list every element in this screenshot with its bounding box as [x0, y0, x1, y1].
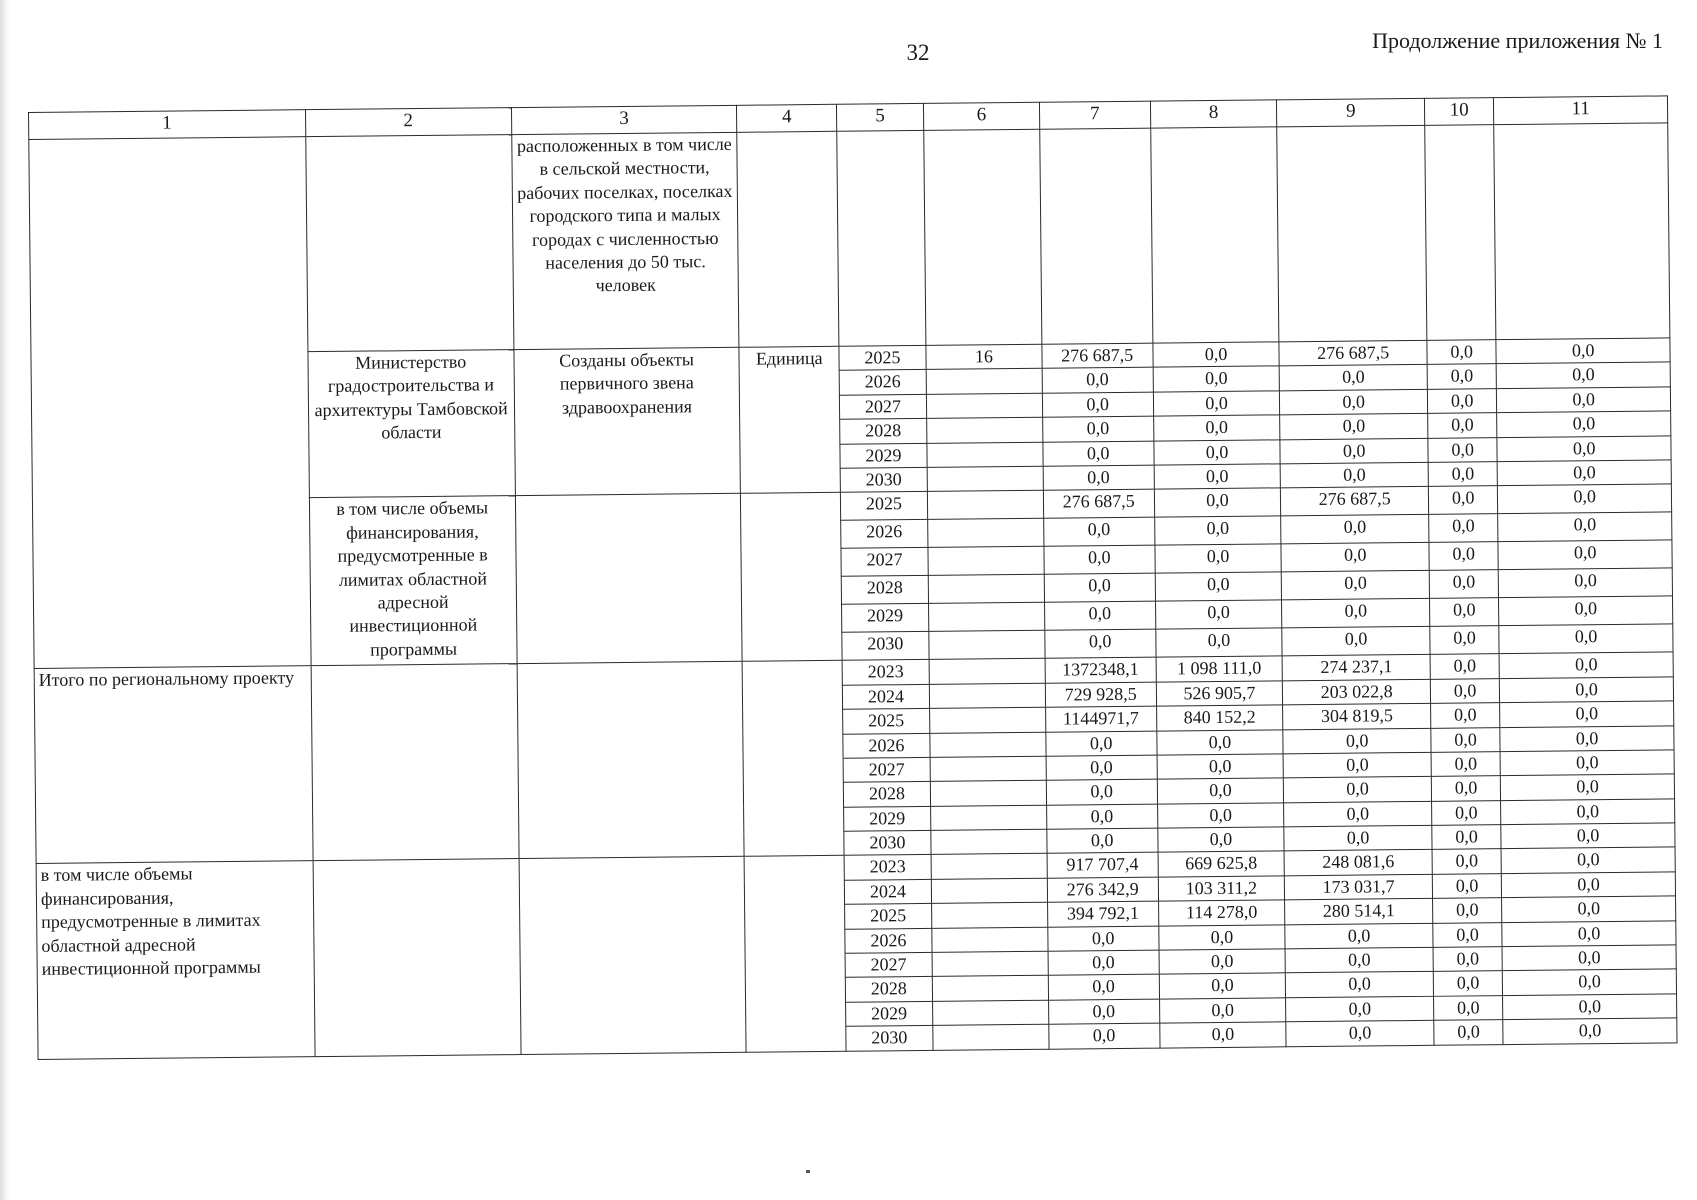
amount-cell: 0,0	[1281, 462, 1429, 488]
amount-cell: 0,0	[1497, 362, 1671, 388]
year-cell: 2030	[844, 830, 931, 855]
column-header: 9	[1277, 98, 1425, 126]
amount-cell: 0,0	[1286, 972, 1434, 998]
year-cell: 2028	[841, 576, 928, 605]
amount-cell: 0,0	[1046, 731, 1157, 757]
amount-cell: 0,0	[1159, 998, 1286, 1024]
amount-cell: 917 707,4	[1047, 853, 1158, 879]
amount-cell: 0,0	[1428, 413, 1498, 438]
amount-cell: 0,0	[1433, 922, 1503, 947]
investment-program-label: в том числе объемы финансирования, предусмотренные в лимитах областной адресной инвестиционной программы	[36, 861, 315, 1059]
amount-cell: 0,0	[1042, 392, 1153, 418]
empty-cell	[930, 732, 1046, 758]
result-description-continued: расположенных в том числе в сельской местности, рабочих поселках, поселках городского типа и малых городах с численностью населения до 50 тыс. человек	[511, 132, 739, 349]
column-header: 10	[1424, 98, 1494, 126]
year-cell: 2025	[845, 904, 932, 929]
empty-cell	[932, 951, 1048, 977]
amount-cell: 0,0	[1044, 601, 1155, 630]
year-cell: 2026	[841, 520, 928, 549]
amount-cell: 0,0	[1159, 949, 1286, 975]
amount-cell: 0,0	[1046, 755, 1157, 781]
empty-cell	[930, 756, 1046, 782]
amount-cell: 0,0	[1042, 368, 1153, 394]
empty-cell	[926, 393, 1042, 419]
amount-cell: 0,0	[1501, 823, 1675, 849]
amount-cell: 0,0	[1283, 728, 1431, 754]
amount-cell: 0,0	[1157, 754, 1284, 780]
empty-cell	[932, 976, 1048, 1002]
amount-cell: 0,0	[1432, 800, 1502, 825]
amount-cell: 0,0	[1154, 488, 1281, 517]
empty-cell	[933, 1024, 1049, 1050]
year-cell: 2024	[842, 684, 929, 709]
amount-cell: 0,0	[1155, 572, 1282, 601]
amount-cell: 0,0	[1500, 750, 1674, 776]
amount-cell: 0,0	[1282, 599, 1430, 628]
empty-cell	[744, 856, 846, 1052]
empty-cell	[931, 854, 1047, 880]
amount-cell: 0,0	[1044, 573, 1155, 602]
page-number: 32	[906, 40, 930, 65]
empty-cell	[519, 857, 747, 1054]
year-cell: 2025	[839, 345, 926, 370]
amount-cell: 0,0	[1499, 568, 1673, 598]
indicator-value: 16	[926, 344, 1042, 370]
year-cell: 2030	[840, 467, 927, 492]
amount-cell: 0,0	[1500, 677, 1674, 703]
amount-cell: 0,0	[1503, 969, 1677, 995]
amount-cell: 0,0	[1497, 387, 1671, 413]
amount-cell: 0,0	[1154, 544, 1281, 573]
amount-cell: 0,0	[1157, 803, 1284, 829]
empty-cell	[926, 369, 1042, 395]
amount-cell: 0,0	[1043, 441, 1154, 467]
amount-cell: 0,0	[1497, 435, 1671, 461]
financing-table	[28, 95, 1678, 1059]
amount-cell: 0,0	[1280, 389, 1428, 415]
amount-cell: 0,0	[1503, 994, 1677, 1020]
amount-cell: 203 022,8	[1283, 679, 1431, 705]
year-cell: 2024	[844, 879, 931, 904]
amount-cell: 0,0	[1433, 995, 1503, 1020]
year-cell: 2029	[846, 1001, 933, 1026]
empty-cell	[932, 1000, 1048, 1026]
amount-cell: 0,0	[1047, 828, 1158, 854]
amount-cell: 0,0	[1158, 924, 1285, 950]
amount-cell: 0,0	[1501, 847, 1675, 873]
amount-cell: 0,0	[1498, 512, 1672, 542]
amount-cell: 0,0	[1498, 540, 1672, 570]
empty-cell	[737, 131, 839, 347]
amount-cell: 0,0	[1280, 438, 1428, 464]
empty-cell	[930, 805, 1046, 831]
amount-cell: 0,0	[1497, 460, 1671, 486]
empty-cell	[931, 829, 1047, 855]
amount-cell: 0,0	[1282, 571, 1430, 600]
continuation-row	[29, 123, 1670, 355]
amount-cell: 0,0	[1500, 725, 1674, 751]
amount-cell: 0,0	[1048, 926, 1159, 952]
empty-cell	[837, 130, 926, 346]
column-header: 3	[511, 105, 737, 134]
amount-cell: 0,0	[1502, 896, 1676, 922]
amount-cell: 0,0	[1431, 752, 1501, 777]
column-header: 8	[1150, 100, 1277, 128]
amount-cell: 0,0	[1048, 950, 1159, 976]
amount-cell: 0,0	[1431, 727, 1501, 752]
amount-cell: 274 237,1	[1283, 655, 1431, 681]
financing-subset-label: в том числе объемы финансирования, предусмотренные в лимитах областной адресной инвестиционной программы	[309, 496, 517, 666]
amount-cell: 0,0	[1281, 515, 1429, 544]
column-header: 5	[837, 103, 924, 131]
empty-cell	[1425, 125, 1497, 341]
amount-cell: 0,0	[1048, 975, 1159, 1001]
amount-cell: 103 311,2	[1158, 876, 1285, 902]
amount-cell: 0,0	[1154, 516, 1281, 545]
empty-cell	[929, 659, 1045, 685]
amount-cell: 0,0	[1497, 411, 1671, 437]
amount-cell: 0,0	[1432, 873, 1502, 898]
unit-of-measure: Единица	[739, 346, 840, 493]
amount-cell: 0,0	[1284, 752, 1432, 778]
amount-cell: 0,0	[1428, 437, 1498, 462]
amount-cell: 0,0	[1286, 996, 1434, 1022]
amount-cell: 0,0	[1153, 415, 1280, 441]
year-cell: 2026	[843, 733, 930, 758]
amount-cell: 0,0	[1433, 971, 1503, 996]
empty-cell	[924, 129, 1042, 345]
table-body	[29, 96, 1677, 1059]
column-header: 1	[29, 110, 306, 140]
document-sheet	[28, 95, 1678, 1059]
amount-cell: 0,0	[1499, 652, 1673, 678]
year-cell: 2026	[839, 370, 926, 395]
amount-cell: 0,0	[1502, 872, 1676, 898]
year-cell: 2023	[844, 855, 931, 880]
amount-cell: 0,0	[1153, 439, 1280, 465]
amount-cell: 276 687,5	[1279, 340, 1427, 366]
amount-cell: 0,0	[1286, 1021, 1434, 1047]
amount-cell: 0,0	[1044, 545, 1155, 574]
amount-cell: 0,0	[1280, 365, 1428, 391]
amount-cell: 0,0	[1501, 799, 1675, 825]
empty-cell	[305, 135, 513, 352]
amount-cell: 0,0	[1430, 626, 1500, 655]
amount-cell: 0,0	[1501, 774, 1675, 800]
amount-cell: 0,0	[1502, 921, 1676, 947]
appendix-continuation-note: Продолжение приложения № 1	[1372, 28, 1663, 53]
amount-cell: 0,0	[1154, 464, 1281, 490]
amount-cell: 0,0	[1155, 628, 1282, 657]
empty-cell	[929, 631, 1045, 660]
amount-cell: 0,0	[1157, 827, 1284, 853]
empty-cell	[928, 547, 1044, 576]
amount-cell: 0,0	[1499, 624, 1673, 654]
empty-cell	[931, 878, 1047, 904]
amount-cell: 114 278,0	[1158, 900, 1285, 926]
amount-cell: 0,0	[1155, 600, 1282, 629]
year-cell: 2028	[840, 419, 927, 444]
empty-cell	[929, 683, 1045, 709]
amount-cell: 0,0	[1427, 388, 1497, 413]
year-cell: 2029	[844, 806, 931, 831]
scan-edge-shadow	[0, 0, 10, 1200]
amount-cell: 173 031,7	[1285, 874, 1433, 900]
year-cell: 2027	[843, 757, 930, 782]
amount-cell: 0,0	[1159, 1022, 1286, 1048]
column-header: 6	[923, 102, 1039, 130]
amount-cell: 0,0	[1500, 701, 1674, 727]
amount-cell: 0,0	[1282, 627, 1430, 656]
amount-cell: 0,0	[1429, 514, 1499, 543]
year-cell: 2029	[842, 604, 929, 633]
amount-cell: 1 098 111,0	[1156, 656, 1283, 682]
amount-cell: 0,0	[1284, 777, 1432, 803]
year-cell: 2030	[846, 1026, 933, 1051]
amount-cell: 0,0	[1434, 1020, 1504, 1045]
amount-cell: 0,0	[1157, 778, 1284, 804]
amount-cell: 0,0	[1280, 414, 1428, 440]
amount-cell: 0,0	[1281, 543, 1429, 572]
amount-cell: 280 514,1	[1285, 899, 1433, 925]
empty-cell	[928, 575, 1044, 604]
year-cell: 2025	[840, 492, 927, 521]
empty-cell	[927, 442, 1043, 468]
empty-cell	[313, 859, 521, 1056]
empty-cell	[926, 417, 1042, 443]
empty-cell	[931, 902, 1047, 928]
amount-cell: 0,0	[1049, 1023, 1160, 1049]
empty-cell	[927, 491, 1043, 520]
amount-cell: 0,0	[1046, 779, 1157, 805]
empty-cell	[929, 707, 1045, 733]
responsible-org: Министерство градостроительства и архитектуры Тамбовской области	[308, 350, 516, 498]
amount-cell: 0,0	[1156, 729, 1283, 755]
amount-cell: 526 905,7	[1156, 681, 1283, 707]
amount-cell: 0,0	[1496, 338, 1670, 364]
amount-cell: 0,0	[1284, 801, 1432, 827]
result-description: Созданы объекты первичного звена здравоохранения	[514, 347, 741, 496]
amount-cell: 0,0	[1503, 1018, 1677, 1044]
year-cell: 2026	[845, 928, 932, 953]
amount-cell: 0,0	[1427, 364, 1497, 389]
scan-speck	[806, 1170, 810, 1173]
column-header: 2	[305, 108, 511, 137]
empty-cell	[29, 137, 311, 669]
empty-cell	[515, 494, 742, 664]
amount-cell: 394 792,1	[1047, 901, 1158, 927]
amount-cell: 276 687,5	[1042, 343, 1153, 369]
year-cell: 2027	[841, 548, 928, 577]
amount-cell: 0,0	[1044, 517, 1155, 546]
empty-cell	[927, 466, 1043, 492]
amount-cell: 0,0	[1284, 825, 1432, 851]
amount-cell: 0,0	[1433, 947, 1503, 972]
amount-cell: 276 687,5	[1281, 487, 1429, 516]
year-cell: 2027	[839, 394, 926, 419]
amount-cell: 0,0	[1429, 598, 1499, 627]
empty-cell	[1040, 128, 1153, 344]
amount-cell: 0,0	[1430, 654, 1500, 679]
empty-cell	[1150, 127, 1279, 343]
amount-cell: 0,0	[1043, 416, 1154, 442]
amount-cell: 1372348,1	[1045, 657, 1156, 683]
empty-cell	[932, 927, 1048, 953]
amount-cell: 0,0	[1498, 484, 1672, 514]
empty-cell	[1494, 123, 1670, 340]
amount-cell: 0,0	[1285, 947, 1433, 973]
amount-cell: 0,0	[1285, 923, 1433, 949]
amount-cell: 840 152,2	[1156, 705, 1283, 731]
year-cell: 2028	[845, 977, 932, 1002]
empty-cell	[517, 662, 745, 859]
amount-cell: 0,0	[1153, 391, 1280, 417]
empty-cell	[742, 661, 844, 857]
amount-cell: 0,0	[1152, 342, 1279, 368]
amount-cell: 0,0	[1430, 678, 1500, 703]
amount-cell: 729 928,5	[1045, 682, 1156, 708]
amount-cell: 669 625,8	[1158, 851, 1285, 877]
column-header: 11	[1494, 96, 1668, 125]
empty-cell	[930, 781, 1046, 807]
empty-cell	[741, 493, 842, 662]
empty-cell	[311, 664, 519, 861]
amount-cell: 0,0	[1045, 629, 1156, 658]
amount-cell: 0,0	[1428, 486, 1498, 515]
amount-cell: 0,0	[1159, 973, 1286, 999]
year-cell: 2028	[843, 782, 930, 807]
year-cell: 2027	[845, 952, 932, 977]
amount-cell: 0,0	[1153, 366, 1280, 392]
amount-cell: 276 342,9	[1047, 877, 1158, 903]
amount-cell: 0,0	[1431, 703, 1501, 728]
amount-cell: 248 081,6	[1285, 850, 1433, 876]
project-total-label: Итого по региональному проекту	[34, 666, 313, 864]
year-cell: 2030	[842, 632, 929, 661]
year-cell: 2025	[843, 709, 930, 734]
amount-cell: 0,0	[1499, 596, 1673, 626]
year-cell: 2023	[842, 660, 929, 685]
empty-cell	[1277, 125, 1427, 341]
amount-cell: 0,0	[1043, 465, 1154, 491]
amount-cell: 276 687,5	[1043, 489, 1154, 518]
year-cell: 2029	[840, 443, 927, 468]
empty-cell	[928, 519, 1044, 548]
amount-cell: 0,0	[1429, 542, 1499, 571]
amount-cell: 0,0	[1502, 945, 1676, 971]
column-header: 4	[737, 104, 837, 132]
amount-cell: 0,0	[1429, 570, 1499, 599]
amount-cell: 0,0	[1432, 849, 1502, 874]
amount-cell: 0,0	[1046, 804, 1157, 830]
amount-cell: 0,0	[1432, 825, 1502, 850]
amount-cell: 304 819,5	[1283, 703, 1431, 729]
column-header: 7	[1039, 101, 1150, 129]
amount-cell: 0,0	[1433, 898, 1503, 923]
amount-cell: 1144971,7	[1045, 706, 1156, 732]
amount-cell: 0,0	[1048, 999, 1159, 1025]
amount-cell: 0,0	[1428, 462, 1498, 487]
amount-cell: 0,0	[1431, 776, 1501, 801]
amount-cell: 0,0	[1427, 340, 1497, 365]
empty-cell	[928, 603, 1044, 632]
